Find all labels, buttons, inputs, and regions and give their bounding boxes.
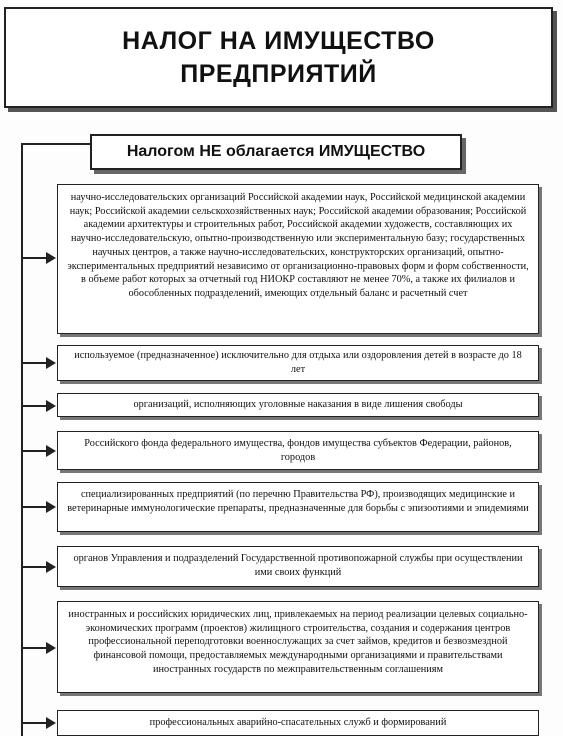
arrow-1 xyxy=(23,257,54,259)
arrow-3 xyxy=(23,405,54,407)
arrow-6 xyxy=(23,566,54,568)
item-6-fire-service: органов Управления и подразделений Государственной противопожарной службы при осуществлении ими своих функций xyxy=(57,546,539,587)
item-5-specialized-enterprises: специализированных предприятий (по перечню Правительства РФ), производящих медицинские и ветеринарные иммунологические препараты, предназначенные для борьбы с эпизоотиями и эпидемиями xyxy=(57,482,539,532)
arrow-4 xyxy=(23,450,54,452)
title-line-2: ПРЕДПРИЯТИЙ xyxy=(180,59,377,88)
item-1-research-organizations: научно-исследовательских организаций Российской академии наук, Российской медицинской академии наук; Российской академии сельскохозяйственных наук; Российской академии образования; Российской академии архитектуры и строительных работ, Российской академии художеств, составляющих их научно-исследовательскую, опытно-производственную или экспериментальную базу; государственных научных центров, а также научно-исследовательских, конструкторских организаций, опытно-экспериментальных предприятий независимо от организационно-правовых форм и форм собственности, в объеме работ которых за отчетный год НИОКР составляют не менее 70%, а также их филиалов и обособленных подразделений, имеющих отдельный баланс и расчетный счет xyxy=(57,184,539,334)
subtitle-box: Налогом НЕ облагается ИМУЩЕСТВО xyxy=(90,134,462,170)
arrow-7 xyxy=(23,647,54,649)
title-line-1: НАЛОГ НА ИМУЩЕСТВО xyxy=(122,26,435,55)
title-box xyxy=(4,7,553,108)
item-4-property-funds: Российского фонда федерального имущества, фондов имущества субъектов Федерации, районов, городов xyxy=(57,431,539,470)
arrow-5 xyxy=(23,506,54,508)
connector-top xyxy=(21,143,90,145)
item-3-penal-institutions: организаций, исполняющих уголовные наказания в виде лишения свободы xyxy=(57,393,539,417)
arrow-2 xyxy=(23,362,54,364)
arrow-8 xyxy=(23,722,54,724)
item-2-children-recreation: используемое (предназначенное) исключительно для отдыха или оздоровления детей в возрасте до 18 лет xyxy=(57,345,539,381)
item-7-foreign-legal-entities: иностранных и российских юридических лиц, привлекаемых на период реализации целевых социально-экономических программ (проектов) жилищного строительства, создания и содержания центров профессиональной переподготовки военнослужащих за счет займов, кредитов и безвозмездной финансовой помощи, предоставляемых международными организациями и правительствами иностранных государств по межправительственным соглашениям xyxy=(57,601,539,693)
item-8-rescue-services: профессиональных аварийно-спасательных служб и формирований xyxy=(57,710,539,736)
